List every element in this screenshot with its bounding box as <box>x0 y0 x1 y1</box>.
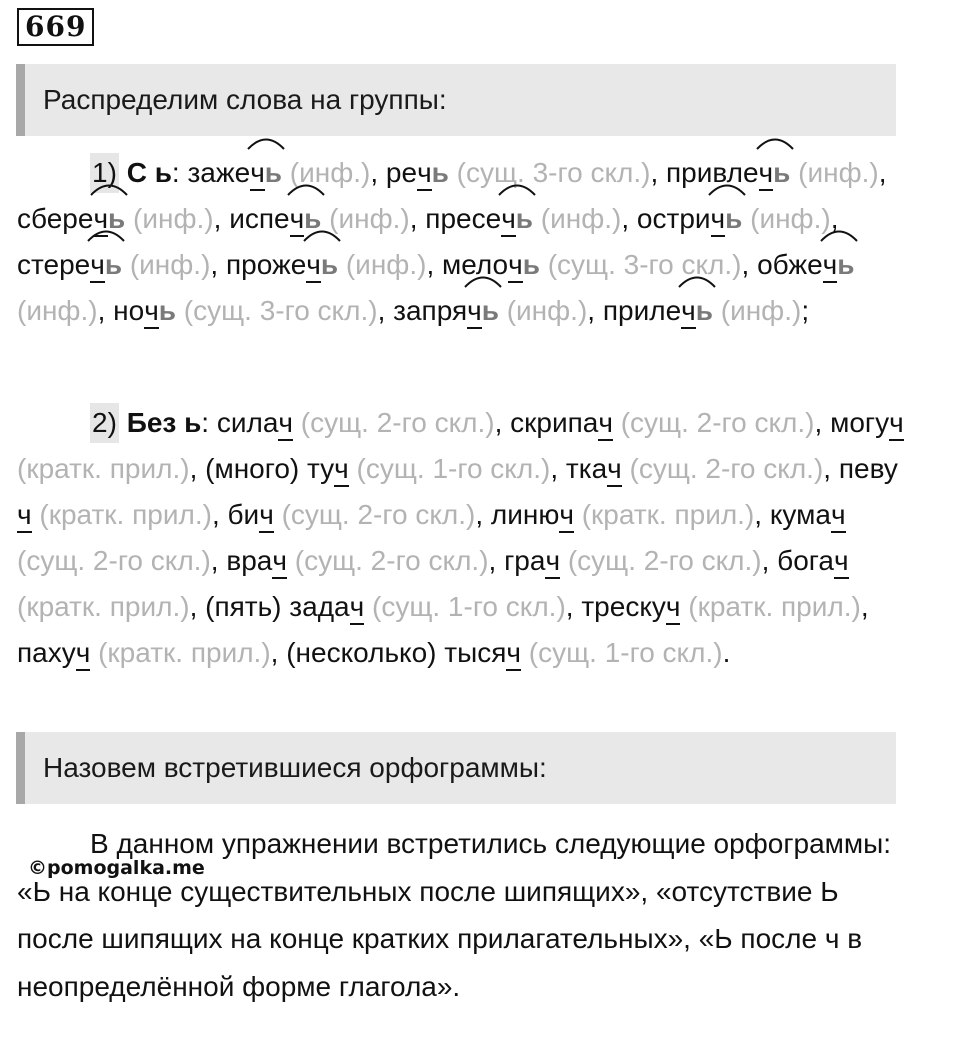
group-header: Без ь <box>126 407 202 438</box>
word <box>830 407 904 438</box>
word-note: (инф.) <box>129 249 211 280</box>
word <box>504 545 560 576</box>
word-stem: могу <box>830 407 890 438</box>
soft-sign: ь <box>481 295 499 326</box>
word-ending <box>681 288 713 334</box>
word-stem: тыся <box>444 637 507 668</box>
word-note: (сущ. 1-го скл.) <box>528 637 723 668</box>
word <box>757 249 854 280</box>
section-header-orthograms <box>16 732 896 804</box>
word <box>386 157 449 188</box>
soft-sign: ь <box>320 249 339 280</box>
group-end: ; <box>801 295 810 326</box>
word-stem: остри <box>636 203 711 234</box>
soft-sign: ь <box>773 157 791 188</box>
soft-sign: ь <box>837 249 855 280</box>
separator: , <box>189 453 206 484</box>
underlined-letter: ч <box>665 591 681 622</box>
separator: , <box>475 499 491 530</box>
word-stem: обже <box>757 249 823 280</box>
separator: , <box>823 453 839 484</box>
soft-sign: ь <box>264 157 282 188</box>
word-prefix: (пять) <box>205 591 290 622</box>
word-note: (сущ. 2-го скл.) <box>629 453 824 484</box>
underlined-letter: ч <box>90 249 105 280</box>
underlined-letter: ч <box>250 157 265 188</box>
word-ending <box>759 150 791 196</box>
word <box>113 295 176 326</box>
soft-sign: ь <box>515 203 533 234</box>
underlined-letter: ч <box>259 499 274 530</box>
word-stem: зада <box>289 591 350 622</box>
word-note: (инф.) <box>289 157 371 188</box>
word-ending <box>711 196 743 242</box>
word-note: (сущ. 2-го скл.) <box>567 545 762 576</box>
separator: , <box>860 591 869 622</box>
separator: , <box>741 249 758 280</box>
word-stem: сила <box>216 407 279 438</box>
separator: , <box>587 295 603 326</box>
word-ending <box>90 242 122 288</box>
suffix-arc-mark <box>497 182 537 196</box>
separator: , <box>550 453 566 484</box>
word-stem: би <box>227 499 260 530</box>
conclusion-text: В данном упражнении встретились следующие орфограммы: «Ь на конце существительных после шипящих», «отсутствие Ь после шипящих на конце кратких прилагательных», «Ь после ч в неопределённой форме глагола». <box>17 828 892 1002</box>
word-stem: испе <box>229 203 290 234</box>
underlined-letter: ч <box>272 545 287 576</box>
section-title: Распределим слова на группы: <box>43 84 447 115</box>
group-number: 2) <box>90 403 119 443</box>
separator: , <box>761 545 778 576</box>
word-ending <box>508 242 540 288</box>
word-stem: скрипа <box>510 407 599 438</box>
watermark: ©pomogalka.me <box>28 857 205 879</box>
word-stem: ре <box>385 157 418 188</box>
underlined-letter: ч <box>93 203 109 234</box>
word <box>637 203 742 234</box>
word-note: (сущ. 3-го скл.) <box>456 157 651 188</box>
underlined-letter: ч <box>17 499 32 530</box>
word <box>603 295 713 326</box>
word-ending <box>144 288 176 334</box>
separator: , <box>565 591 582 622</box>
soft-sign: ь <box>104 249 123 280</box>
group-2-paragraph <box>17 400 907 676</box>
underlined-letter: ч <box>822 249 838 280</box>
underlined-letter: ч <box>545 545 561 576</box>
word-ending <box>250 150 282 196</box>
underlined-letter: ч <box>289 203 305 234</box>
underlined-letter: ч <box>278 407 294 438</box>
word-stem: бога <box>777 545 834 576</box>
word <box>510 407 613 438</box>
word-stem: тка <box>565 453 608 484</box>
soft-sign: ь <box>304 203 322 234</box>
underlined-letter: ч <box>349 591 365 622</box>
word-stem: приле <box>602 295 682 326</box>
word-note: (инф.) <box>798 157 879 188</box>
separator: , <box>97 295 114 326</box>
word <box>566 453 622 484</box>
word-stem: сбере <box>17 203 94 234</box>
word-note: (инф.) <box>329 203 410 234</box>
word-stem: стере <box>17 249 91 280</box>
word-note: (кратк. прил.) <box>39 499 212 530</box>
conclusion-paragraph <box>17 820 907 1010</box>
word-note: (инф.) <box>17 295 98 326</box>
word-prefix: (несколько) <box>286 637 445 668</box>
group-header: С ь <box>126 157 172 188</box>
underlined-letter: ч <box>467 295 482 326</box>
separator: , <box>830 203 839 234</box>
suffix-arc-mark <box>86 228 126 242</box>
suffix-arc-mark <box>677 274 717 288</box>
word <box>393 295 499 326</box>
underlined-letter: ч <box>506 637 521 668</box>
separator: , <box>377 295 394 326</box>
word-stem: мело <box>442 249 509 280</box>
word <box>581 591 680 622</box>
word-stem: певу <box>838 453 898 484</box>
word <box>226 545 287 576</box>
underlined-letter: ч <box>830 499 846 530</box>
word <box>205 591 364 622</box>
section-title: Назовем встретившиеся орфограммы: <box>43 752 547 783</box>
suffix-arc-mark <box>819 228 859 242</box>
suffix-arc-mark <box>707 182 747 196</box>
underlined-letter: ч <box>833 545 849 576</box>
underlined-letter: ч <box>75 637 91 668</box>
word <box>205 453 349 484</box>
underlined-letter: ч <box>501 203 516 234</box>
group-colon: : <box>201 407 210 438</box>
word-note: (сущ. 2-го скл.) <box>17 545 211 576</box>
word-stem: но <box>113 295 145 326</box>
word-stem: гра <box>504 545 546 576</box>
word <box>226 249 338 280</box>
separator: , <box>213 203 230 234</box>
underlined-letter: ч <box>607 453 622 484</box>
separator: , <box>210 545 227 576</box>
underlined-letter: ч <box>559 499 574 530</box>
underlined-letter: ч <box>306 249 321 280</box>
word-stem: запря <box>393 295 468 326</box>
word-note: (сущ. 2-го скл.) <box>300 407 495 438</box>
word <box>217 407 293 438</box>
word-note: (инф.) <box>506 295 588 326</box>
word-stem: привле <box>666 157 759 188</box>
underlined-letter: ч <box>417 157 432 188</box>
separator: , <box>494 407 511 438</box>
separator: , <box>270 637 287 668</box>
word-note: (инф.) <box>720 295 802 326</box>
group-colon: : <box>171 157 180 188</box>
group-end: . <box>722 637 731 668</box>
word-stem: проже <box>225 249 307 280</box>
word <box>17 637 90 668</box>
underlined-letter: ч <box>889 407 904 438</box>
underlined-letter: ч <box>681 295 696 326</box>
underlined-letter: ч <box>598 407 613 438</box>
word <box>770 499 846 530</box>
word-note: (сущ. 2-го скл.) <box>281 499 476 530</box>
word-ending <box>823 242 855 288</box>
suffix-arc-mark <box>302 228 342 242</box>
suffix-arc-mark <box>463 274 503 288</box>
underlined-letter: ч <box>710 203 726 234</box>
word <box>491 499 574 530</box>
word-ending <box>501 196 533 242</box>
word <box>425 203 533 234</box>
word-note: (сущ. 2-го скл.) <box>294 545 489 576</box>
separator: , <box>754 499 770 530</box>
word-stem: вра <box>226 545 273 576</box>
word <box>286 637 521 668</box>
separator: , <box>426 249 442 280</box>
underlined-letter: ч <box>334 453 349 484</box>
word <box>228 499 274 530</box>
word-prefix: (много) <box>205 453 308 484</box>
separator: , <box>409 203 426 234</box>
word-note: (сущ. 1-го скл.) <box>372 591 566 622</box>
word-ending <box>306 242 338 288</box>
word-note: (инф.) <box>133 203 214 234</box>
separator: , <box>878 157 887 188</box>
word-ending <box>467 288 499 334</box>
word-note: (кратк. прил.) <box>581 499 755 530</box>
suffix-arc-mark <box>286 182 326 196</box>
word-note: (инф.) <box>540 203 622 234</box>
suffix-arc-mark <box>755 136 795 150</box>
separator: , <box>370 157 386 188</box>
word-note: (сущ. 3-го скл.) <box>547 249 742 280</box>
soft-sign: ь <box>695 295 713 326</box>
word-note: (сущ. 2-го скл.) <box>620 407 815 438</box>
word-stem: линю <box>490 499 560 530</box>
word-note: (инф.) <box>345 249 427 280</box>
word-ending <box>417 150 449 196</box>
separator: , <box>488 545 505 576</box>
soft-sign: ь <box>431 157 449 188</box>
separator: , <box>189 591 206 622</box>
word-stem: пресе <box>425 203 502 234</box>
word <box>777 545 848 576</box>
word <box>17 249 122 280</box>
word-stem: паху <box>17 637 76 668</box>
word-stem: кума <box>769 499 831 530</box>
word <box>187 157 282 188</box>
soft-sign: ь <box>725 203 743 234</box>
group-2-word-list <box>17 407 904 668</box>
word-stem: заже <box>187 157 251 188</box>
suffix-arc-mark <box>89 182 129 196</box>
word-note: (кратк. прил.) <box>17 453 190 484</box>
suffix-arc-mark <box>246 136 286 150</box>
separator: , <box>211 499 228 530</box>
underlined-letter: ч <box>508 249 523 280</box>
soft-sign: ь <box>158 295 176 326</box>
word-note: (инф.) <box>750 203 831 234</box>
word-note: (сущ. 1-го скл.) <box>356 453 551 484</box>
underlined-letter: ч <box>758 157 774 188</box>
separator: , <box>814 407 831 438</box>
separator: , <box>650 157 667 188</box>
section-header-distribute <box>16 64 896 136</box>
word-note: (кратк. прил.) <box>688 591 861 622</box>
group-1-paragraph <box>17 150 907 334</box>
word-note: (сущ. 3-го скл.) <box>183 295 378 326</box>
task-number: 669 <box>17 8 94 46</box>
word-note: (кратк. прил.) <box>17 591 190 622</box>
word-stem: ту <box>307 453 335 484</box>
soft-sign: ь <box>108 203 126 234</box>
separator: , <box>210 249 226 280</box>
soft-sign: ь <box>522 249 540 280</box>
word-note: (кратк. прил.) <box>98 637 271 668</box>
underlined-letter: ч <box>144 295 159 326</box>
word-stem: треску <box>581 591 666 622</box>
group-number: 1) <box>90 153 119 193</box>
separator: , <box>621 203 637 234</box>
